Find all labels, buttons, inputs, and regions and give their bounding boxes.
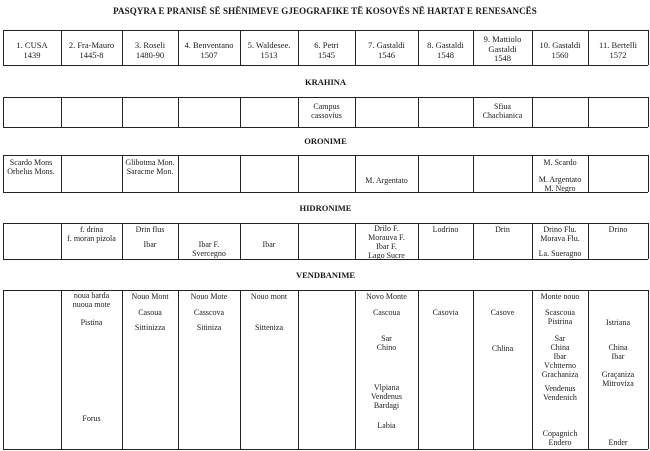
rule — [3, 259, 648, 260]
column-divider — [3, 223, 4, 259]
entry: Ibar F. — [376, 242, 397, 251]
column-divider — [178, 30, 179, 65]
entry: Ibar — [262, 240, 276, 249]
column-divider — [532, 30, 533, 65]
column-divider — [532, 223, 533, 259]
entry: Drin flus — [135, 225, 165, 234]
column-divider — [648, 155, 649, 192]
entry: M. Argentato — [538, 175, 582, 184]
header-year: 1513 — [260, 49, 278, 60]
vendbanime-cell — [532, 292, 588, 301]
column-divider — [588, 30, 589, 65]
header-name: 9. Mattiolo — [483, 34, 522, 44]
vendbanime-cell — [61, 414, 122, 423]
entry: Ibar F. — [198, 240, 220, 249]
hidronime-cell — [61, 225, 122, 243]
entry: Saracme Mon. — [126, 167, 174, 176]
vendbanime-cell — [122, 292, 178, 301]
column-divider — [240, 223, 241, 259]
column-divider — [3, 155, 4, 192]
section-vendbanime: VENDBANIME — [295, 270, 356, 280]
entry: Orbelus Mons. — [7, 167, 55, 176]
entry: Sar — [381, 334, 392, 343]
column-divider — [3, 30, 4, 65]
header-name: 2. Fra-Mauro — [68, 40, 115, 50]
column-divider — [648, 223, 649, 259]
entry: Vendenich — [543, 393, 577, 402]
column-divider — [298, 155, 299, 192]
entry: Campus — [313, 102, 340, 111]
vendbanime-cell — [588, 438, 648, 447]
entry: Sar — [554, 334, 566, 343]
header-name: 11. Bertelli — [599, 40, 637, 50]
column-divider — [298, 30, 299, 65]
column-divider — [418, 223, 419, 259]
vendbanime-cell — [355, 383, 418, 410]
column-divider — [298, 97, 299, 127]
entry: Scardo Mons — [9, 158, 53, 167]
entry: Svercegno — [192, 249, 226, 258]
column-divider — [355, 30, 356, 65]
column-header-1 — [3, 41, 61, 60]
oronime-cell — [532, 175, 588, 193]
oronime-cell — [355, 176, 418, 185]
header-name-2: Gastaldi — [488, 43, 517, 54]
column-divider — [418, 155, 419, 192]
column-header-5 — [240, 41, 298, 60]
hidronime-cell — [473, 225, 532, 234]
column-divider — [473, 155, 474, 192]
entry: M. Negro — [544, 184, 576, 193]
entry: Lago Sucre — [368, 251, 405, 260]
column-divider — [240, 97, 241, 127]
vendbanime-cell — [532, 308, 588, 326]
hidronime-cell — [122, 240, 178, 249]
column-divider — [355, 290, 356, 449]
vendbanime-cell — [355, 334, 418, 352]
entry: Forus — [82, 414, 101, 423]
column-divider — [648, 290, 649, 449]
column-divider — [418, 290, 419, 449]
gazetteer-table — [3, 30, 648, 450]
entry: Nouo mont — [250, 292, 288, 301]
vendbanime-cell — [240, 323, 298, 332]
entry: Sfiua — [494, 102, 511, 111]
column-divider — [355, 223, 356, 259]
header-name: 10. Gastaldi — [539, 40, 581, 50]
column-header-3 — [122, 41, 178, 60]
column-divider — [298, 290, 299, 449]
oronime-cell — [0, 158, 62, 176]
rule — [3, 65, 648, 66]
column-divider — [588, 97, 589, 127]
entry: Chacbianica — [482, 111, 523, 120]
header-year: 1560 — [551, 49, 569, 60]
column-divider — [178, 155, 179, 192]
column-divider — [588, 290, 589, 449]
header-year: 1545 — [318, 49, 335, 60]
vendbanime-cell — [240, 292, 298, 301]
column-divider — [298, 223, 299, 259]
entry: Nouo Mont — [131, 292, 169, 301]
vendbanime-cell — [532, 334, 588, 379]
column-header-6 — [298, 41, 355, 60]
column-header-9 — [473, 35, 532, 64]
vendbanime-cell — [473, 308, 532, 317]
hidronime-cell — [418, 225, 473, 234]
entry: Ibar — [143, 240, 157, 249]
vendbanime-cell — [178, 292, 240, 301]
entry: Graçaniza — [601, 370, 635, 379]
vendbanime-cell — [532, 384, 588, 402]
column-divider — [122, 30, 123, 65]
column-header-7 — [355, 41, 418, 60]
column-divider — [3, 97, 4, 127]
column-divider — [588, 223, 589, 259]
entry: Bardagi — [373, 401, 400, 410]
hidronime-cell — [178, 240, 240, 258]
column-divider — [122, 290, 123, 449]
entry: Ibar — [553, 352, 567, 361]
vendbanime-cell — [473, 344, 532, 353]
hidronime-cell — [588, 225, 648, 234]
column-divider — [355, 97, 356, 127]
table-title: PASQYRA E PRANISË SË SHËNIMEVE GJEOGRAFIKE TË KOSOVËS NË HARTAT E RENESANCËS — [113, 6, 537, 16]
column-divider — [3, 290, 4, 449]
section-hidronime: HIDRONIME — [299, 203, 352, 213]
entry: Vlpiana — [373, 383, 400, 392]
column-divider — [61, 30, 62, 65]
entry: Sittinizza — [134, 323, 166, 332]
header-year: 1548 — [437, 49, 454, 60]
column-divider — [61, 290, 62, 449]
hidronime-cell — [355, 224, 418, 260]
entry: Istriana — [606, 318, 630, 327]
column-divider — [122, 97, 123, 127]
column-header-11 — [588, 41, 648, 60]
column-divider — [418, 97, 419, 127]
header-name: 7. Gastaldi — [368, 40, 405, 50]
entry: China — [550, 343, 570, 352]
hidronime-cell — [532, 225, 588, 243]
column-divider — [532, 290, 533, 449]
column-divider — [588, 155, 589, 192]
column-divider — [122, 223, 123, 259]
entry: Labia — [377, 421, 396, 430]
column-divider — [473, 290, 474, 449]
entry: Scascoua — [545, 308, 575, 317]
entry: Drin — [495, 225, 510, 234]
header-year: 1548 — [494, 53, 511, 63]
entry: Mitroviza — [602, 379, 634, 388]
entry: cassovius — [311, 111, 342, 120]
rule — [3, 97, 648, 98]
column-divider — [178, 290, 179, 449]
header-name: 1. CUSA — [16, 40, 48, 50]
entry: Sitteniza — [255, 323, 283, 332]
entry: f. moran pizola — [67, 234, 116, 243]
rule — [3, 30, 648, 31]
vendbanime-cell — [355, 308, 418, 317]
section-krahina: KRAHINA — [304, 77, 347, 87]
entry: Casovia — [432, 308, 459, 317]
vendbanime-cell — [588, 318, 648, 327]
entry: Grachaniza — [541, 370, 579, 379]
column-divider — [532, 155, 533, 192]
vendbanime-cell — [178, 308, 240, 317]
column-divider — [418, 30, 419, 65]
rule — [3, 223, 648, 224]
entry: Novo Monte — [366, 292, 407, 301]
header-year: 1572 — [609, 49, 627, 60]
column-divider — [532, 97, 533, 127]
entry: Ibar — [611, 352, 625, 361]
entry: China — [608, 343, 628, 352]
entry: Endero — [548, 438, 572, 447]
header-name: 6. Petri — [314, 40, 339, 50]
vendbanime-cell — [355, 421, 418, 430]
column-header-10 — [532, 41, 588, 60]
entry: La. Sueragno — [538, 249, 582, 258]
entry: M. Scardo — [543, 158, 577, 167]
vendbanime-cell — [418, 308, 473, 317]
column-divider — [240, 290, 241, 449]
column-divider — [473, 97, 474, 127]
entry: Sitiniza — [196, 323, 222, 332]
entry: Drino — [608, 225, 628, 234]
rule — [3, 155, 648, 156]
vendbanime-cell — [355, 292, 418, 301]
header-year: 1507 — [200, 49, 218, 60]
column-divider — [122, 155, 123, 192]
column-divider — [648, 97, 649, 127]
entry: Copagnich — [542, 429, 578, 438]
column-divider — [240, 155, 241, 192]
krahina-cell — [473, 102, 532, 120]
column-divider — [61, 97, 62, 127]
column-header-4 — [178, 41, 240, 60]
krahina-cell — [298, 102, 355, 120]
entry: Nouo Mote — [190, 292, 228, 301]
hidronime-cell — [122, 225, 178, 234]
rule — [3, 449, 648, 450]
entry: f. drina — [79, 225, 104, 234]
vendbanime-cell — [532, 429, 588, 447]
header-year: 1480-90 — [135, 49, 165, 60]
entry: Casove — [490, 308, 515, 317]
rule — [3, 127, 648, 128]
vendbanime-cell — [122, 308, 178, 317]
entry: M. Argentato — [365, 176, 408, 185]
column-divider — [61, 223, 62, 259]
section-oronime: ORONIME — [304, 136, 347, 146]
vendbanime-cell — [61, 318, 122, 327]
entry: Lodrino — [432, 225, 459, 234]
oronime-cell — [122, 158, 178, 176]
column-divider — [473, 30, 474, 65]
column-header-8 — [418, 41, 473, 60]
entry: Vchtterno — [544, 361, 576, 370]
header-name: 5. Waldesee. — [247, 40, 291, 50]
vendbanime-cell — [588, 343, 648, 361]
vendbanime-cell — [122, 323, 178, 332]
header-name: 3. Roseli — [134, 40, 166, 50]
entry: nuoua mote — [72, 300, 111, 309]
column-divider — [355, 155, 356, 192]
vendbanime-cell — [61, 291, 122, 309]
entry: Casoua — [138, 308, 162, 317]
column-divider — [648, 30, 649, 65]
hidronime-cell — [532, 249, 588, 258]
header-year: 1546 — [378, 49, 395, 60]
entry: Drilo F. — [374, 224, 399, 233]
column-divider — [178, 223, 179, 259]
entry: Morauva F. — [368, 233, 405, 242]
header-year: 1445-8 — [79, 49, 104, 60]
entry: noua barda — [73, 291, 110, 300]
column-divider — [240, 30, 241, 65]
column-divider — [473, 223, 474, 259]
header-name: 4. Benventano — [184, 40, 234, 50]
entry: Morava Flu. — [540, 234, 580, 243]
header-name: 8. Gastaldi — [427, 40, 464, 50]
entry: Pistina — [80, 318, 103, 327]
header-year: 1439 — [23, 49, 41, 60]
entry: Vendenus — [544, 384, 576, 393]
entry: Monte nouo — [540, 292, 580, 301]
entry: Cascoua — [372, 308, 401, 317]
entry: Drino Flu. — [543, 225, 577, 234]
entry: Ender — [608, 438, 628, 447]
vendbanime-cell — [178, 323, 240, 332]
entry: Glibotma Mon. — [125, 158, 175, 167]
column-divider — [178, 97, 179, 127]
column-divider — [61, 155, 62, 192]
hidronime-cell — [240, 240, 298, 249]
entry: Chino — [376, 343, 397, 352]
oronime-cell — [532, 158, 588, 167]
entry: Casscova — [193, 308, 225, 317]
entry: Chlina — [491, 344, 514, 353]
entry: Pistrina — [547, 317, 573, 326]
entry: Vendenus — [370, 392, 403, 401]
column-header-2 — [61, 41, 122, 60]
vendbanime-cell — [588, 370, 648, 388]
